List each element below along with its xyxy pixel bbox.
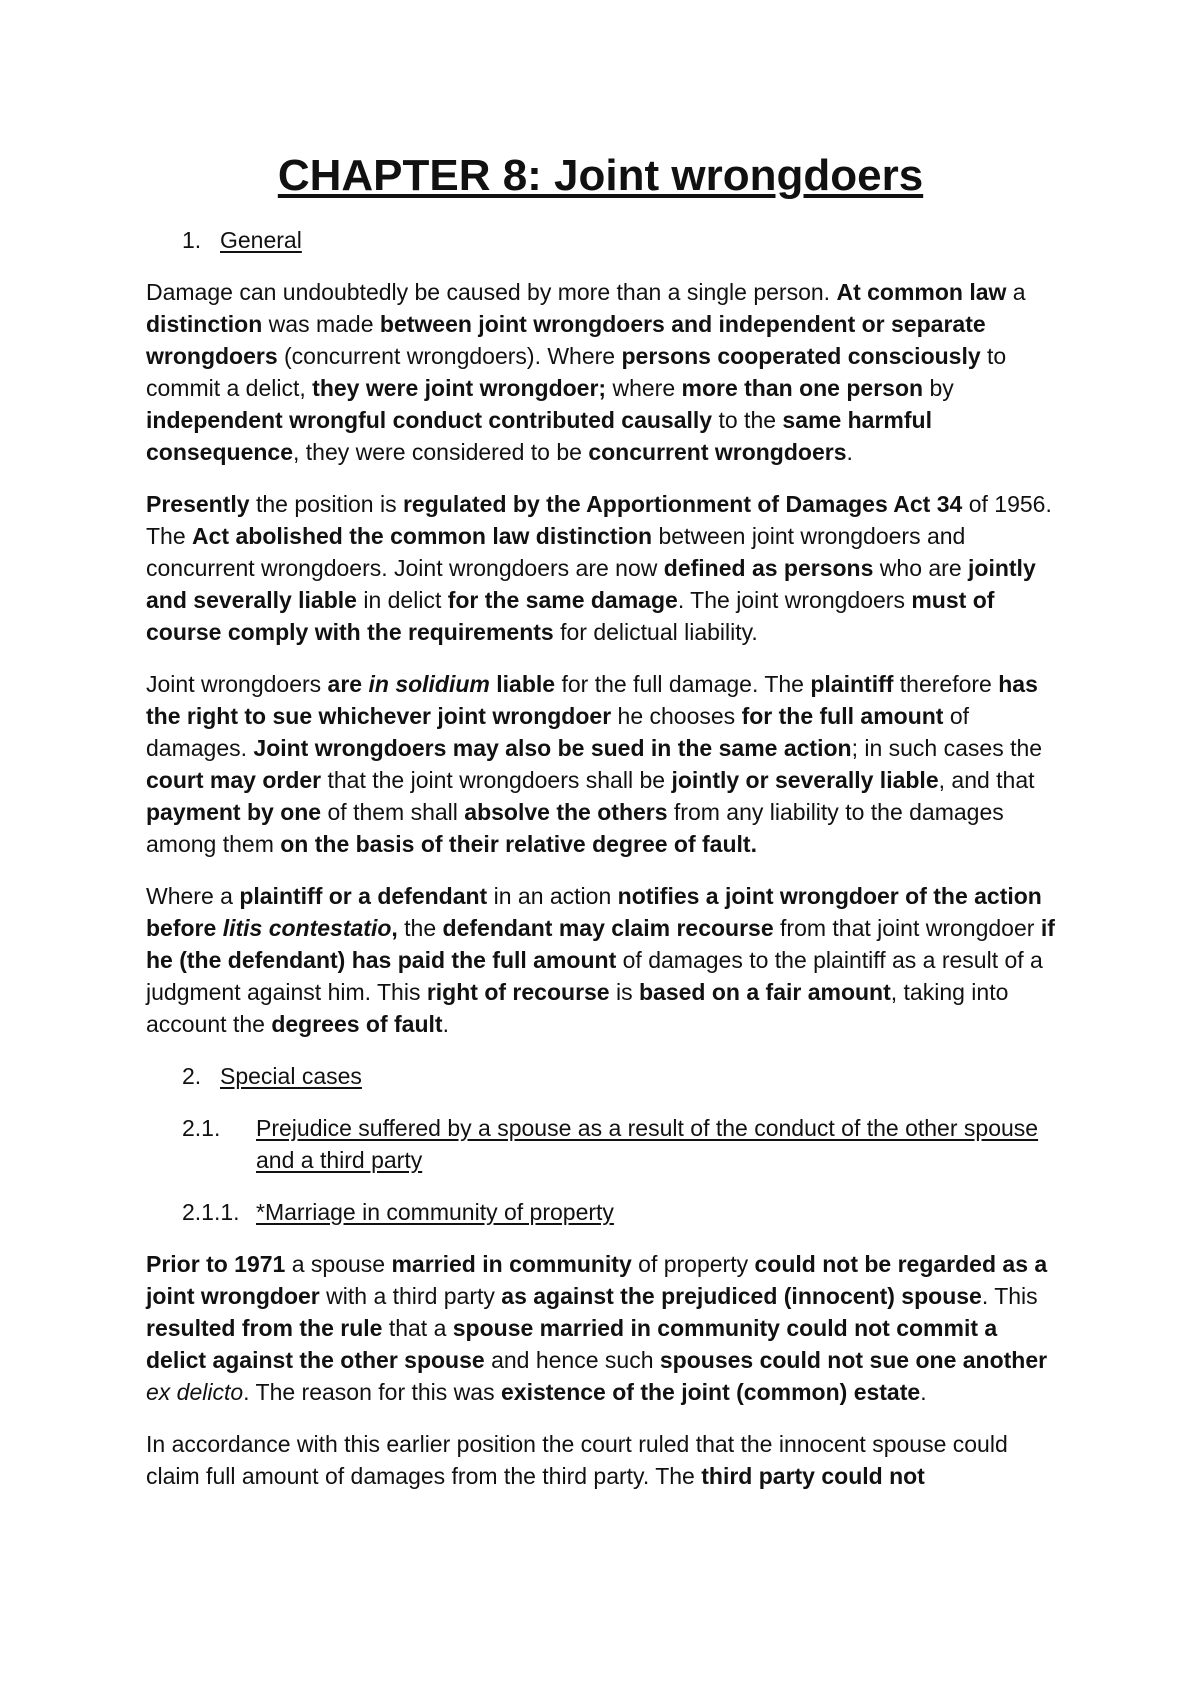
bold-run: persons cooperated consciously xyxy=(621,343,981,369)
bold-run: defined as persons xyxy=(663,555,874,581)
bold-run: as against the prejudiced (innocent) spouse xyxy=(501,1283,982,1309)
text-run: of 1956. The xyxy=(146,491,1052,549)
bold-run: plaintiff or a defendant xyxy=(239,883,488,909)
bold-run: based on a fair amount xyxy=(639,979,891,1005)
bold-run: has the right to sue whichever joint wrongdoer xyxy=(146,671,1038,729)
bold-run: on the basis of their relative degree of fault. xyxy=(280,831,757,857)
bold-run: Prior to 1971 xyxy=(146,1251,286,1277)
paragraph-prior-1971 xyxy=(146,1248,1055,1408)
bold-run: independent wrongful conduct contributed causally xyxy=(146,407,713,433)
section-number: 2. xyxy=(182,1063,202,1089)
section-heading-special-cases xyxy=(146,1060,1055,1092)
text-run: (concurrent wrongdoers). Where xyxy=(277,343,622,369)
text-run: that a xyxy=(382,1315,453,1341)
bold-run: distinction xyxy=(146,311,263,337)
bold-run: for the same damage xyxy=(447,587,678,613)
text-run: therefore xyxy=(893,671,999,697)
text-run: Where a xyxy=(146,883,240,909)
bold-run: payment by one xyxy=(146,799,322,825)
text-run: the xyxy=(397,915,443,941)
text-run: in an action xyxy=(487,883,618,909)
bold-run: At common law xyxy=(836,279,1007,305)
bold-run: resulted from the rule xyxy=(146,1315,383,1341)
text-run: from that joint wrongdoer xyxy=(773,915,1041,941)
page-title: CHAPTER 8: Joint wrongdoers xyxy=(277,151,924,200)
bold-run: concurrent wrongdoers xyxy=(588,439,847,465)
bold-run: court may order xyxy=(146,767,322,793)
text-run: by xyxy=(923,375,954,401)
bold-run: if he (the defendant) has paid the full amount xyxy=(146,915,1055,973)
text-run: the position is xyxy=(249,491,403,517)
bold-run: jointly or severally liable xyxy=(671,767,939,793)
section-heading-marriage xyxy=(146,1196,1055,1228)
text-run: between joint wrongdoers and concurrent wrongdoers. Joint wrongdoers are now xyxy=(146,523,966,581)
bold-run: regulated by the Apportionment of Damages Act 34 xyxy=(402,491,963,517)
italic-run: ex delicto xyxy=(146,1379,244,1405)
text-run: of property xyxy=(631,1251,755,1277)
text-run: that the joint wrongdoers shall be xyxy=(321,767,672,793)
bold-run: , xyxy=(391,915,398,941)
bold-run: jointly and severally liable xyxy=(146,555,1036,613)
paragraph-in-solidium xyxy=(146,668,1055,860)
section-label: *Marriage in community of property xyxy=(256,1199,614,1225)
bold-italic-run: in solidium xyxy=(368,671,490,697)
bold-run: degrees of fault xyxy=(271,1011,443,1037)
text-run: . This xyxy=(981,1283,1038,1309)
bold-run: Act abolished the common law distinction xyxy=(192,523,653,549)
text-run: and hence such xyxy=(484,1347,660,1373)
text-run: where xyxy=(606,375,682,401)
text-run: of damages. xyxy=(146,703,970,761)
text-run: ; in such cases the xyxy=(851,735,1043,761)
text-run: , taking into account the xyxy=(146,979,1009,1037)
bold-run: notifies a joint wrongdoer of the action before xyxy=(146,883,1042,941)
text-run: a xyxy=(1006,279,1026,305)
bold-run: existence of the joint (common) estate xyxy=(500,1379,921,1405)
text-run: Joint wrongdoers xyxy=(146,671,328,697)
text-run: he chooses xyxy=(611,703,742,729)
text-run: a spouse xyxy=(285,1251,392,1277)
text-run: , they were considered to be xyxy=(293,439,589,465)
section-heading-general xyxy=(146,224,1055,256)
text-run: is xyxy=(609,979,639,1005)
text-run: . The reason for this was xyxy=(243,1379,501,1405)
bold-run: they were joint wrongdoer; xyxy=(312,375,607,401)
bold-run: Presently xyxy=(146,491,250,517)
section-label: General xyxy=(220,227,302,253)
bold-run: must of course comply with the requirements xyxy=(146,587,995,645)
bold-run: between joint wrongdoers and independent or separate wrongdoers xyxy=(146,311,986,369)
text-run: for delictual liability. xyxy=(553,619,758,645)
bold-run: right of recourse xyxy=(426,979,610,1005)
text-run: was made xyxy=(262,311,380,337)
text-run: with a third party xyxy=(319,1283,502,1309)
bold-run: third party could not xyxy=(701,1463,925,1489)
bold-run: are xyxy=(327,671,369,697)
bold-run: liable xyxy=(489,671,556,697)
text-run: In accordance with this earlier position the court ruled that the innocent spouse could claim full amount of damages from the third party. The xyxy=(146,1431,1008,1489)
text-run: Damage can undoubtedly be caused by more than a single person. xyxy=(146,279,837,305)
section-number: 1. xyxy=(182,227,202,253)
paragraph-recourse xyxy=(146,880,1055,1040)
paragraph-common-law xyxy=(146,276,1055,468)
section-label: Prejudice suffered by a spouse as a result of the conduct of the other spouse and a third party xyxy=(256,1115,1039,1173)
bold-run: for the full amount xyxy=(741,703,944,729)
bold-run: spouse married in community could not commit a delict against the other spouse xyxy=(146,1315,998,1373)
section-number: 2.1. xyxy=(182,1115,221,1141)
bold-run: more than one person xyxy=(681,375,924,401)
bold-run: same harmful consequence xyxy=(146,407,932,465)
section-label: Special cases xyxy=(220,1063,362,1089)
text-run: for the full damage. The xyxy=(555,671,811,697)
bold-run: defendant may claim recourse xyxy=(442,915,774,941)
bold-run: plaintiff xyxy=(810,671,894,697)
bold-run: Joint wrongdoers may also be sued in the same action xyxy=(253,735,852,761)
bold-run: could not be regarded as a joint wrongdoer xyxy=(146,1251,1048,1309)
text-run: . xyxy=(846,439,853,465)
section-number: 2.1.1. xyxy=(182,1199,240,1225)
text-run: to the xyxy=(712,407,783,433)
text-run: to commit a delict, xyxy=(146,343,1007,401)
text-run: . xyxy=(442,1011,449,1037)
text-run: . xyxy=(920,1379,927,1405)
text-run: of damages to the plaintiff as a result of a judgment against him. This xyxy=(146,947,1043,1005)
text-run: , and that xyxy=(938,767,1035,793)
bold-run: absolve the others xyxy=(464,799,668,825)
bold-run: married in community xyxy=(391,1251,632,1277)
text-run: from any liability to the damages among them xyxy=(146,799,1004,857)
text-run: . The joint wrongdoers xyxy=(677,587,912,613)
paragraph-earlier-position xyxy=(146,1428,1055,1492)
text-run: who are xyxy=(873,555,969,581)
bold-run: spouses could not sue one another xyxy=(659,1347,1048,1373)
section-heading-prejudice xyxy=(146,1112,1055,1176)
paragraph-apportionment-act xyxy=(146,488,1055,648)
text-run: in delict xyxy=(356,587,448,613)
text-run: of them shall xyxy=(321,799,465,825)
bold-italic-run: litis contestatio xyxy=(222,915,392,941)
